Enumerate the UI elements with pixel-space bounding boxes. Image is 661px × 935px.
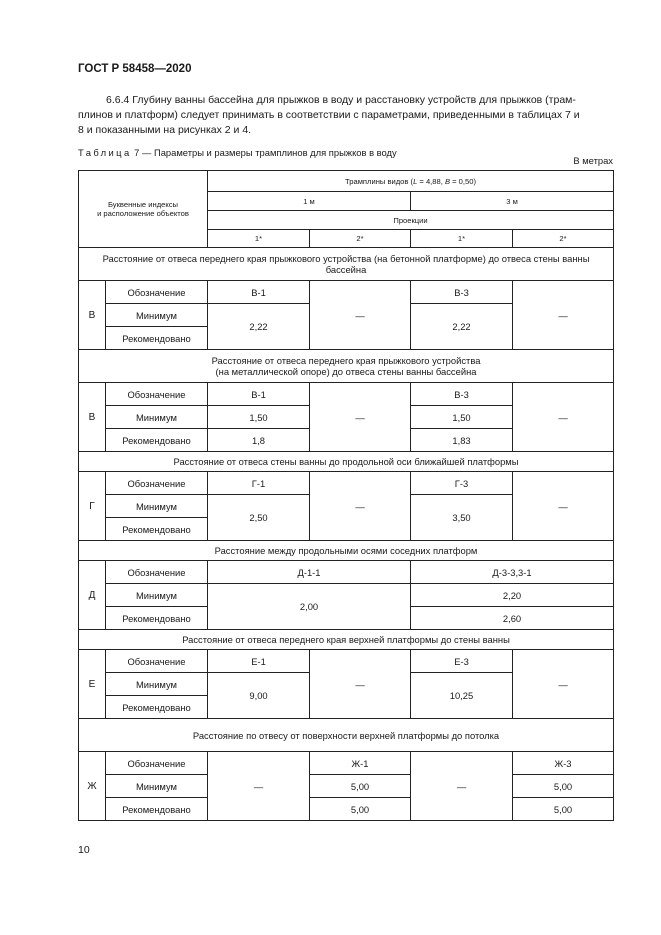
section-letter: В [79,281,106,350]
cell-designation: Д-3-3,3-1 [411,561,614,584]
springboards-prefix: Трамплины видов ( [345,176,414,186]
cell-designation: В-1 [208,383,310,406]
cell-dash: — [513,650,614,719]
section-letter: В [79,383,106,452]
section-letter: Г [79,472,106,541]
paragraph-line: 8 и показанными на рисунках 2 и 4. [78,124,252,136]
cell-designation: Е-1 [208,650,310,673]
section-title: Расстояние от отвеса стены ванны до продольной оси ближайшей платформы [79,452,614,472]
springboards-B: B [444,176,451,186]
section-title: Расстояние от отвеса переднего края прыжкового устройства (на бетонной платформе) до отвеса стены ванны бассейна [79,248,614,281]
cell-designation: Г-3 [411,472,513,495]
cell-designation: Д-1-1 [208,561,411,584]
row-label-designation: Обозначение [106,383,208,406]
cell-dash: — [208,752,310,821]
cell-value: 1,50 [208,406,310,429]
cell-value: 5,00 [310,775,411,798]
row-label-recommended: Рекомендовано [106,429,208,452]
cell-dash: — [310,383,411,452]
table-corner-header [79,171,208,248]
row-label-minimum: Минимум [106,406,208,429]
cell-value: 1,83 [411,429,513,452]
section-title: Расстояние от отвеса переднего края верхней платформы до стены ванны [79,630,614,650]
cell-value: 9,00 [208,673,310,719]
cell-value: 5,00 [310,798,411,821]
cell-value: 5,00 [513,798,614,821]
cell-designation: Ж-1 [310,752,411,775]
header-projection-1: 1* [411,230,513,248]
section-letter: Ж [79,752,106,821]
springboards-mid: = 4,88, [417,176,445,186]
paragraph-line: плинов и платформ) следует принимать в соответствии с параметрами, приведенными в таблицах 7 и [78,109,580,121]
units-note: В метрах [573,155,613,166]
table-caption-prefix: Таблица [78,147,132,158]
section-letter: Е [79,650,106,719]
cell-dash: — [513,383,614,452]
row-label-minimum: Минимум [106,673,208,696]
springboard-parameters-table [78,170,614,821]
cell-designation: Г-1 [208,472,310,495]
header-projection-2: 2* [310,230,411,248]
section-title [79,350,614,383]
cell-dash: — [513,281,614,350]
cell-value: 2,00 [208,584,411,630]
paragraph-line: 6.6.4 Глубину ванны бассейна для прыжков в воду и расстановку устройств для прыжков (трам- [106,94,576,106]
springboards-suffix: = 0,50) [450,176,476,186]
corner-header-line: и расположение объектов [97,209,189,218]
cell-value: 2,60 [411,607,614,630]
row-label-recommended: Рекомендовано [106,518,208,541]
cell-value: 2,50 [208,495,310,541]
cell-designation: Ж-3 [513,752,614,775]
cell-value: 3,50 [411,495,513,541]
row-label-minimum: Минимум [106,304,208,327]
cell-dash: — [411,752,513,821]
row-label-minimum: Минимум [106,775,208,798]
cell-value: 2,22 [208,304,310,350]
cell-value: 1,8 [208,429,310,452]
section-title-line: Расстояние от отвеса переднего края прыжкового устройства [211,355,481,366]
section-letter: Д [79,561,106,630]
table-caption [78,147,397,158]
cell-designation: В-1 [208,281,310,304]
cell-dash: — [310,281,411,350]
cell-value: 2,20 [411,584,614,607]
document-code: ГОСТ Р 58458—2020 [78,63,192,75]
row-label-designation: Обозначение [106,281,208,304]
cell-dash: — [310,472,411,541]
cell-value: 5,00 [513,775,614,798]
page-number: 10 [78,844,90,856]
cell-designation: В-3 [411,383,513,406]
row-label-recommended: Рекомендовано [106,798,208,821]
header-projection-2: 2* [513,230,614,248]
row-label-designation: Обозначение [106,472,208,495]
cell-value: 1,50 [411,406,513,429]
section-title: Расстояние между продольными осями соседних платформ [79,541,614,561]
row-label-recommended: Рекомендовано [106,327,208,350]
row-label-minimum: Минимум [106,584,208,607]
header-projections: Проекции [208,211,614,230]
row-label-recommended: Рекомендовано [106,696,208,719]
springboards-L: L [413,176,418,186]
cell-designation: В-3 [411,281,513,304]
table-caption-text: 7 — Параметры и размеры трамплинов для прыжков в воду [134,147,397,158]
header-projection-1: 1* [208,230,310,248]
cell-dash: — [310,650,411,719]
cell-dash: — [513,472,614,541]
row-label-recommended: Рекомендовано [106,607,208,630]
cell-value: 2,22 [411,304,513,350]
row-label-designation: Обозначение [106,650,208,673]
paragraph-6-6-4 [78,93,612,138]
springboards-header [208,171,614,192]
header-1m: 1 м [208,192,411,211]
corner-header-line: Буквенные индексы [107,200,179,209]
section-title: Расстояние по отвесу от поверхности верхней платформы до потолка [79,719,614,752]
section-title-line: (на металлической опоре) до отвеса стены ванны бассейна [215,366,477,377]
row-label-minimum: Минимум [106,495,208,518]
cell-value: 10,25 [411,673,513,719]
header-3m: 3 м [411,192,614,211]
row-label-designation: Обозначение [106,561,208,584]
cell-designation: Е-3 [411,650,513,673]
row-label-designation: Обозначение [106,752,208,775]
